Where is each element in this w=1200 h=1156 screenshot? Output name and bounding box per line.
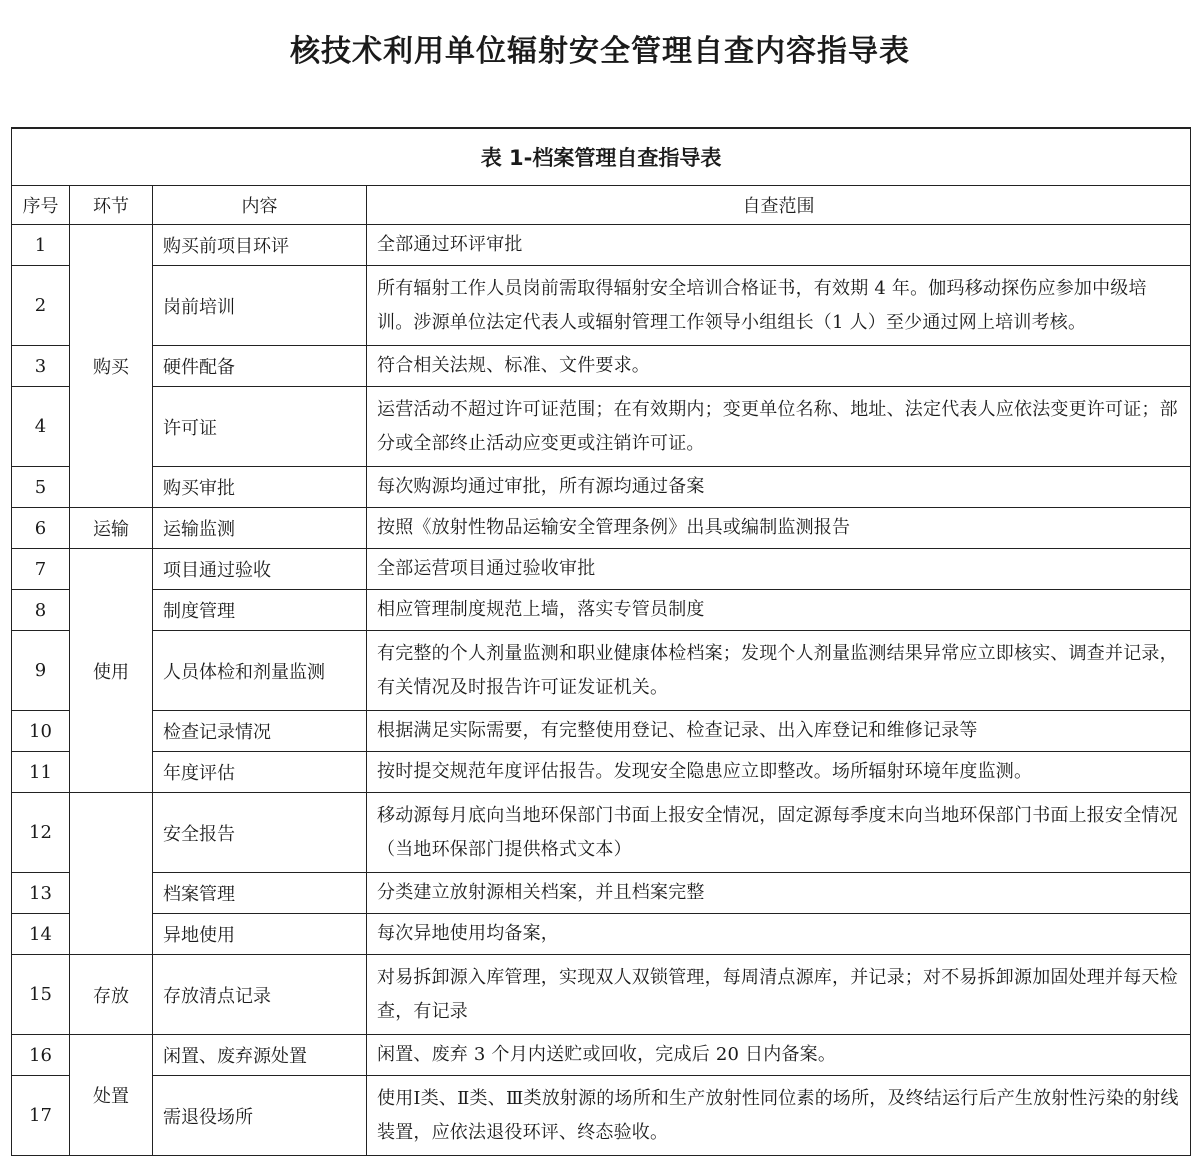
row-seq: 1 [12, 225, 70, 266]
stage-use: 使用 [70, 549, 153, 793]
row-scope: 有完整的个人剂量监测和职业健康体检档案；发现个人剂量监测结果异常应立即核实、调查并记录，有关情况及时报告许可证发证机关。 [367, 631, 1191, 711]
row-item: 安全报告 [153, 793, 367, 873]
row-seq: 16 [12, 1035, 70, 1076]
row-scope: 全部通过环评审批 [367, 225, 1191, 266]
table-row [12, 1076, 1191, 1156]
row-scope: 移动源每月底向当地环保部门书面上报安全情况，固定源每季度末向当地环保部门书面上报安全情况（当地环保部门提供格式文本） [367, 793, 1191, 873]
row-item: 购买前项目环评 [153, 225, 367, 266]
row-scope: 所有辐射工作人员岗前需取得辐射安全培训合格证书，有效期 4 年。伽玛移动探伤应参加中级培训。涉源单位法定代表人或辐射管理工作领导小组组长（1 人）至少通过网上培训考核。 [367, 266, 1191, 346]
row-item: 许可证 [153, 387, 367, 467]
stage-transport: 运输 [70, 508, 153, 549]
row-scope: 根据满足实际需要，有完整使用登记、检查记录、出入库登记和维修记录等 [367, 711, 1191, 752]
row-item: 项目通过验收 [153, 549, 367, 590]
row-scope: 全部运营项目通过验收审批 [367, 549, 1191, 590]
row-seq: 7 [12, 549, 70, 590]
table-row [12, 914, 1191, 955]
header-item: 内容 [153, 186, 367, 225]
row-scope: 分类建立放射源相关档案，并且档案完整 [367, 873, 1191, 914]
row-seq: 8 [12, 590, 70, 631]
table-row [12, 590, 1191, 631]
row-seq: 4 [12, 387, 70, 467]
row-item: 制度管理 [153, 590, 367, 631]
row-scope: 符合相关法规、标准、文件要求。 [367, 346, 1191, 387]
row-seq: 3 [12, 346, 70, 387]
row-scope: 每次异地使用均备案， [367, 914, 1191, 955]
row-item: 存放清点记录 [153, 955, 367, 1035]
row-seq: 13 [12, 873, 70, 914]
row-seq: 9 [12, 631, 70, 711]
table-row [12, 793, 1191, 873]
table-row [12, 873, 1191, 914]
table-row [12, 387, 1191, 467]
row-item: 异地使用 [153, 914, 367, 955]
row-scope: 使用Ⅰ类、Ⅱ类、Ⅲ类放射源的场所和生产放射性同位素的场所，及终结运行后产生放射性污染的射线装置，应依法退役环评、终态验收。 [367, 1076, 1191, 1156]
header-scope: 自查范围 [367, 186, 1191, 225]
row-scope: 相应管理制度规范上墙，落实专管员制度 [367, 590, 1191, 631]
header-seq: 序号 [12, 186, 70, 225]
row-item: 人员体检和剂量监测 [153, 631, 367, 711]
row-scope: 按时提交规范年度评估报告。发现安全隐患应立即整改。场所辐射环境年度监测。 [367, 752, 1191, 793]
document-title: 核技术利用单位辐射安全管理自查内容指导表 [290, 34, 910, 69]
row-item: 年度评估 [153, 752, 367, 793]
row-seq: 5 [12, 467, 70, 508]
stage-disposal: 处置 [70, 1035, 153, 1156]
table-row [12, 955, 1191, 1035]
stage-purchase: 购买 [70, 225, 153, 508]
stage-storage: 存放 [70, 955, 153, 1035]
row-seq: 2 [12, 266, 70, 346]
row-item: 闲置、废弃源处置 [153, 1035, 367, 1076]
row-item: 硬件配备 [153, 346, 367, 387]
row-scope: 按照《放射性物品运输安全管理条例》出具或编制监测报告 [367, 508, 1191, 549]
table-row [12, 225, 1191, 266]
table-caption: 表 1-档案管理自查指导表 [12, 128, 1191, 186]
row-scope: 对易拆卸源入库管理，实现双人双锁管理，每周清点源库，并记录；对不易拆卸源加固处理并每天检查，有记录 [367, 955, 1191, 1035]
row-item: 购买审批 [153, 467, 367, 508]
row-item: 运输监测 [153, 508, 367, 549]
row-item: 档案管理 [153, 873, 367, 914]
table-row [12, 752, 1191, 793]
stage-blank [70, 793, 153, 955]
self-check-table [11, 127, 1191, 1156]
row-seq: 6 [12, 508, 70, 549]
table-row [12, 508, 1191, 549]
row-scope: 闲置、废弃 3 个月内送贮或回收，完成后 20 日内备案。 [367, 1035, 1191, 1076]
table-row [12, 1035, 1191, 1076]
row-seq: 14 [12, 914, 70, 955]
row-seq: 17 [12, 1076, 70, 1156]
table-row [12, 631, 1191, 711]
row-seq: 15 [12, 955, 70, 1035]
header-stage: 环节 [70, 186, 153, 225]
table-row [12, 467, 1191, 508]
row-scope: 每次购源均通过审批，所有源均通过备案 [367, 467, 1191, 508]
row-item: 检查记录情况 [153, 711, 367, 752]
header-row [12, 186, 1191, 225]
row-scope: 运营活动不超过许可证范围；在有效期内；变更单位名称、地址、法定代表人应依法变更许可证；部分或全部终止活动应变更或注销许可证。 [367, 387, 1191, 467]
table-row [12, 711, 1191, 752]
row-item: 需退役场所 [153, 1076, 367, 1156]
row-seq: 10 [12, 711, 70, 752]
row-seq: 12 [12, 793, 70, 873]
row-seq: 11 [12, 752, 70, 793]
table-row [12, 346, 1191, 387]
table-row [12, 266, 1191, 346]
row-item: 岗前培训 [153, 266, 367, 346]
table-row [12, 549, 1191, 590]
